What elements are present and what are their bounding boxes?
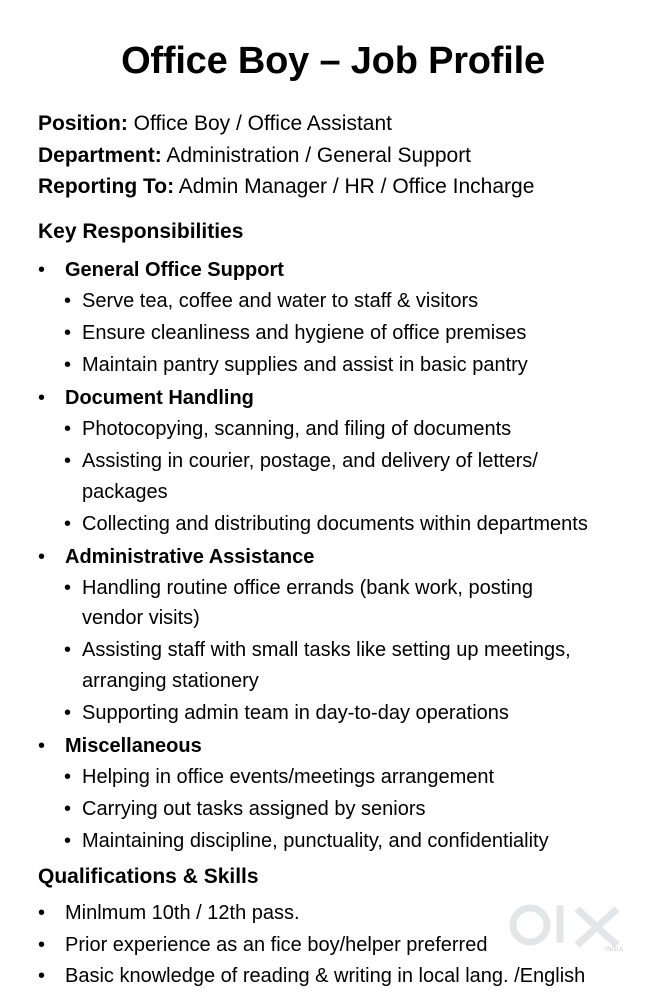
bullet-icon: •	[64, 418, 72, 440]
list-item: • Basic knowledge of reading & writing in local lang. /English	[38, 961, 666, 993]
bullet-icon: •	[64, 639, 72, 661]
bullet-icon: •	[38, 734, 46, 757]
position-value: Office Boy / Office Assistant	[127, 112, 392, 135]
list-item: • Photocopying, scanning, and filing of documents	[82, 414, 666, 445]
responsibility-group	[38, 730, 666, 857]
list-item: • Assisting staff with small tasks like setting up meetings, arranging stationery	[82, 635, 666, 696]
group-items	[38, 414, 666, 539]
position-label: Position:	[38, 112, 128, 135]
bullet-icon: •	[64, 797, 72, 820]
bullet-icon: •	[64, 829, 72, 852]
bullet-icon: •	[64, 354, 72, 376]
responsibility-group	[38, 254, 666, 381]
bullet-icon: •	[64, 450, 72, 472]
bullet-icon: •	[38, 965, 46, 987]
position-row	[38, 108, 658, 140]
group-items	[38, 573, 666, 729]
bullet-icon: •	[64, 701, 72, 724]
bullet-icon: •	[38, 545, 46, 568]
list-item: • Prior experience as an fice boy/helper preferred	[38, 930, 666, 962]
bullet-icon: •	[64, 512, 72, 535]
qualifications-heading: Qualifications & Skills	[38, 865, 259, 888]
list-item: • Carrying out tasks assigned by seniors	[82, 794, 666, 825]
reporting-row	[38, 171, 658, 203]
olx-logo-icon	[505, 895, 635, 955]
olx-watermark-logo	[505, 895, 635, 965]
department-row	[38, 140, 658, 172]
bullet-icon: •	[64, 765, 72, 788]
job-meta	[38, 108, 658, 203]
bullet-icon: •	[38, 387, 46, 409]
bullet-icon: •	[38, 259, 46, 281]
group-title: • Administrative Assistance	[38, 541, 666, 573]
responsibilities-heading: Key Responsibilities	[38, 220, 244, 243]
list-item: • Ensure cleanliness and hygiene of office premises	[82, 318, 666, 349]
page-title: Office Boy – Job Profile	[121, 40, 545, 82]
list-item: • Assisting in courier, postage, and delivery of letters/ packages	[82, 446, 666, 507]
watermark-region: INDIA	[605, 947, 624, 953]
list-item: • Maintaining discipline, punctuality, and confidentiality	[82, 826, 666, 857]
bullet-icon: •	[38, 902, 46, 924]
bullet-icon: •	[64, 290, 72, 312]
list-item: • Supporting admin team in day-to-day operations	[82, 698, 666, 729]
group-items	[38, 762, 666, 857]
list-item: • Minlmum 10th / 12th pass.	[38, 898, 666, 930]
list-item: • Helping in office events/meetings arrangement	[82, 762, 666, 793]
group-title: • General Office Support	[38, 254, 666, 286]
responsibility-group	[38, 541, 666, 729]
bullet-icon: •	[64, 322, 72, 344]
list-item: • Maintain pantry supplies and assist in basic pantry	[82, 350, 666, 381]
bullet-icon: •	[38, 933, 46, 956]
reporting-value: Admin Manager / HR / Office Incharge	[174, 175, 535, 198]
group-title: • Document Handling	[38, 382, 666, 414]
list-item: • Handling routine office errands (bank work, posting vendor visits)	[82, 573, 666, 634]
group-title: • Miscellaneous	[38, 730, 666, 762]
bullet-icon: •	[64, 576, 72, 599]
group-items	[38, 286, 666, 381]
list-item: • Serve tea, coffee and water to staff & visitors	[82, 286, 666, 317]
responsibility-group	[38, 382, 666, 539]
department-label: Department:	[38, 143, 162, 167]
reporting-label: Reporting To:	[38, 175, 175, 198]
list-item: • Collecting and distributing documents within departments	[82, 509, 666, 540]
department-value: Administration / General Support	[161, 143, 472, 167]
responsibilities-list	[38, 254, 666, 858]
